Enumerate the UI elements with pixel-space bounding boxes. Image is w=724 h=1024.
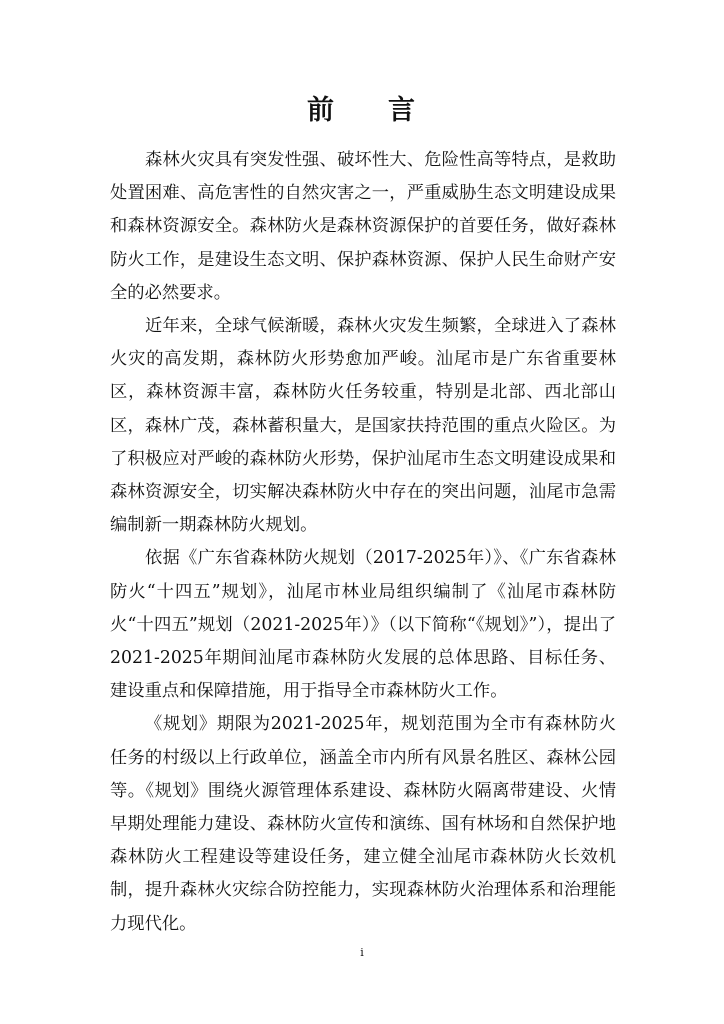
paragraph-2: 近年来，全球气候渐暖，森林火灾发生频繁，全球进入了森林火灾的高发期，森林防火形势愈加严峻。汕尾市是广东省重要林区，森林资源丰富，森林防火任务较重，特别是北部、西北部山区，森林广茂，森林蓄积量大，是国家扶持范围的重点火险区。为了积极应对严峻的森林防火形势，保护汕尾市生态文明建设成果和森林资源安全，切实解决森林防火中存在的突出问题，汕尾市急需编制新一期森林防火规划。	[110, 316, 616, 536]
paragraph-3: 依据《广东省森林防火规划（2017-2025年）》、《广东省森林防火“十四五”规划》，汕尾市林业局组织编制了《汕尾市森林防火“十四五”规划（2021-2025年）》（以下简称“《规划》”），提出了2021-2025年期间汕尾市森林防火发展的总体思路、目标任务、建设重点和保障措施，用于指导全市森林防火工作。	[110, 548, 616, 702]
page-title	[0, 88, 724, 127]
page-number: i	[360, 946, 364, 959]
preface-body	[110, 144, 616, 941]
page-title-part1: 前	[307, 95, 336, 126]
paragraph-4: 《规划》期限为2021-2025年，规划范围为全市有森林防火任务的村级以上行政单位，涵盖全市内所有风景名胜区、森林公园等。《规划》围绕火源管理体系建设、森林防火隔离带建设、火情早期处理能力建设、森林防火宣传和演练、国有林场和自然保护地森林防火工程建设等建设任务，建立健全汕尾市森林防火长效机制，提升森林火灾综合防控能力，实现森林防火治理体系和治理能力现代化。	[110, 714, 616, 934]
page-title-part2: 言	[388, 95, 417, 126]
paragraph-1: 森林火灾具有突发性强、破坏性大、危险性高等特点，是救助处置困难、高危害性的自然灾害之一，严重威胁生态文明建设成果和森林资源安全。森林防火是森林资源保护的首要任务，做好森林防火工作，是建设生态文明、保护森林资源、保护人民生命财产安全的必然要求。	[110, 150, 616, 303]
